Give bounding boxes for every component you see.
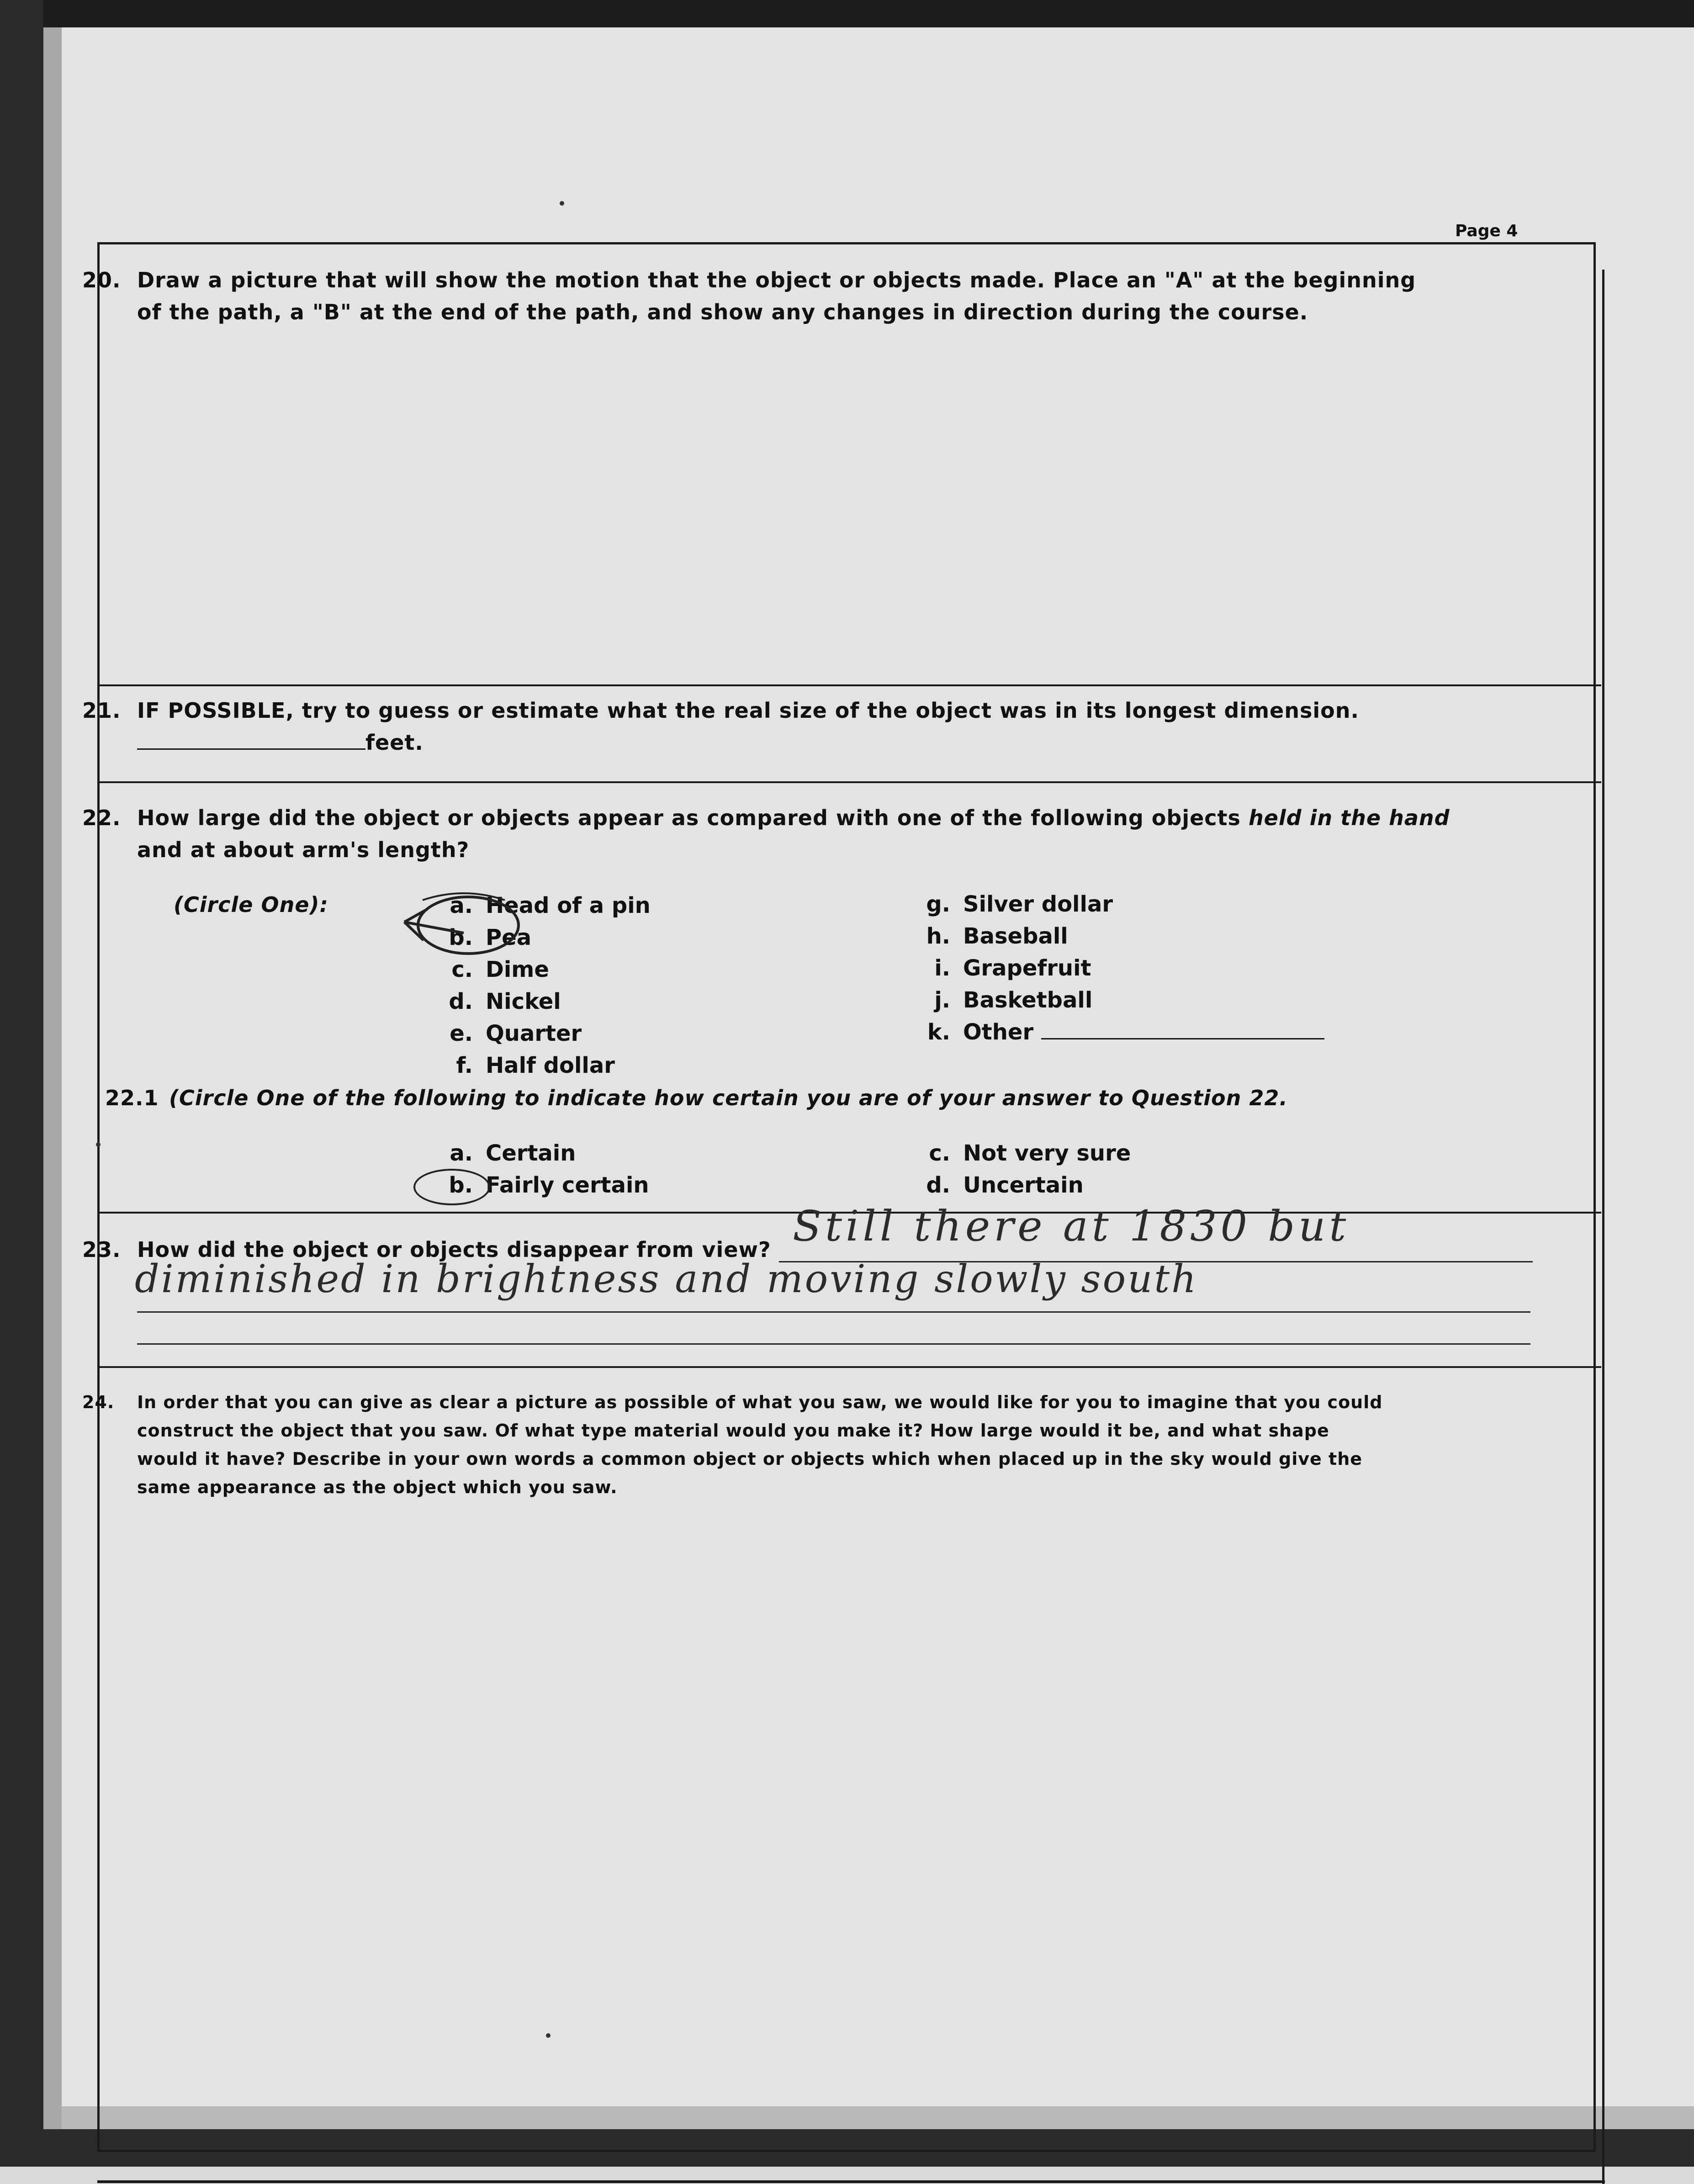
q22-1-option-b[interactable]: b. Fairly certain bbox=[449, 1172, 649, 1198]
q22-1-circle-mark bbox=[413, 1169, 490, 1205]
scan-speck bbox=[96, 1142, 101, 1147]
q21-number: 21. bbox=[82, 698, 121, 723]
q24-line1 bbox=[82, 1388, 1382, 1416]
divider-20-21 bbox=[97, 684, 1601, 686]
scan-border-top bbox=[0, 0, 1694, 27]
q22-other-field[interactable] bbox=[1041, 1038, 1324, 1039]
scan-speck bbox=[546, 2033, 551, 2038]
q23-text: How did the object or objects disappear from view? bbox=[137, 1237, 771, 1262]
form-page bbox=[62, 27, 1694, 2106]
q23-answer-line-3 bbox=[137, 1343, 1530, 1345]
q22-1-text: (Circle One of the following to indicate how certain you are of your answer to Question 22. bbox=[169, 1086, 1288, 1110]
q22-line1 bbox=[82, 802, 1450, 834]
q21-text: IF POSSIBLE, try to guess or estimate what the real size of the object was in its longest dimension. bbox=[137, 698, 1359, 723]
q24-text-line1: In order that you can give as clear a picture as possible of what you saw, we would like for you to imagine that you could bbox=[137, 1392, 1383, 1412]
q21-line1 bbox=[82, 694, 1359, 726]
divider-23-24 bbox=[97, 1366, 1601, 1368]
q23-answer-2[interactable]: diminished in brightness and moving slowly south bbox=[135, 1256, 1198, 1301]
q22-1-option-c[interactable]: c. Not very sure bbox=[929, 1140, 1131, 1166]
q24-text-line4: same appearance as the object which you saw. bbox=[137, 1477, 618, 1497]
q20-text-line2: of the path, a "B" at the end of the path, and show any changes in direction during the course. bbox=[137, 300, 1308, 324]
q21-unit: feet. bbox=[365, 730, 424, 755]
q24-text-line2: construct the object that you saw. Of what type material would you make it? How large would it be, and what shape bbox=[137, 1421, 1329, 1441]
q22-instruction: (Circle One): bbox=[174, 892, 328, 917]
q22-option-i[interactable]: i. Grapefruit bbox=[934, 955, 1091, 981]
form-frame-right-edge bbox=[1602, 270, 1604, 2184]
q22-option-a[interactable]: a. Head of a pin bbox=[450, 893, 651, 918]
q22-option-b[interactable]: b. Pea bbox=[449, 925, 532, 950]
q22-1-number: 22.1 bbox=[105, 1086, 159, 1110]
scan-border-left bbox=[0, 0, 43, 2167]
q21-answer-row bbox=[137, 726, 424, 758]
scan-speck bbox=[560, 201, 564, 206]
q22-text-line2: and at about arm's length? bbox=[137, 838, 470, 862]
q22-text-emphasis: held in the hand bbox=[1248, 806, 1450, 830]
q24-text-line3: would it have? Describe in your own words a common object or objects which when placed up in the sky would give the bbox=[137, 1449, 1363, 1469]
q23-number: 23. bbox=[82, 1237, 121, 1262]
q22-text-line1: How large did the object or objects appear as compared with one of the following objects bbox=[137, 806, 1241, 830]
page-number: Page 4 bbox=[1455, 222, 1518, 240]
q22-option-k[interactable]: k. Other bbox=[909, 1017, 1324, 1048]
scan-border-left-shadow bbox=[43, 27, 62, 2167]
q23-answer-line-2 bbox=[137, 1311, 1530, 1313]
q22-option-f[interactable]: f. Half dollar bbox=[456, 1053, 615, 1078]
q24-number: 24. bbox=[82, 1392, 115, 1412]
q22-option-h[interactable]: h. Baseball bbox=[926, 923, 1068, 949]
q20-text-line1: Draw a picture that will show the motion that the object or objects made. Place an "A" at the beginning bbox=[137, 268, 1416, 292]
q22-option-j[interactable]: j. Basketball bbox=[934, 987, 1093, 1013]
q22-1-option-a[interactable]: a. Certain bbox=[450, 1140, 576, 1166]
q24-answer-area[interactable] bbox=[103, 1512, 1592, 2170]
form-frame-bottom-edge bbox=[97, 2180, 1605, 2183]
q20-line1 bbox=[82, 264, 1416, 296]
q22-option-e[interactable]: e. Quarter bbox=[450, 1021, 582, 1046]
q23-answer-1[interactable]: Still there at 1830 but bbox=[793, 1202, 1350, 1251]
q20-drawing-area[interactable] bbox=[103, 338, 1592, 685]
q22-1-line bbox=[105, 1082, 1288, 1114]
q22-option-c[interactable]: c. Dime bbox=[451, 957, 549, 982]
q22-circle-mark bbox=[395, 882, 532, 959]
q22-number: 22. bbox=[82, 806, 121, 830]
q22-option-g[interactable]: g. Silver dollar bbox=[926, 891, 1113, 917]
divider-21-22 bbox=[97, 781, 1601, 783]
q22-1-option-d[interactable]: d. Uncertain bbox=[926, 1172, 1084, 1198]
q22-option-d[interactable]: d. Nickel bbox=[449, 989, 561, 1014]
q20-number: 20. bbox=[82, 268, 121, 292]
q21-size-field[interactable] bbox=[137, 748, 365, 750]
